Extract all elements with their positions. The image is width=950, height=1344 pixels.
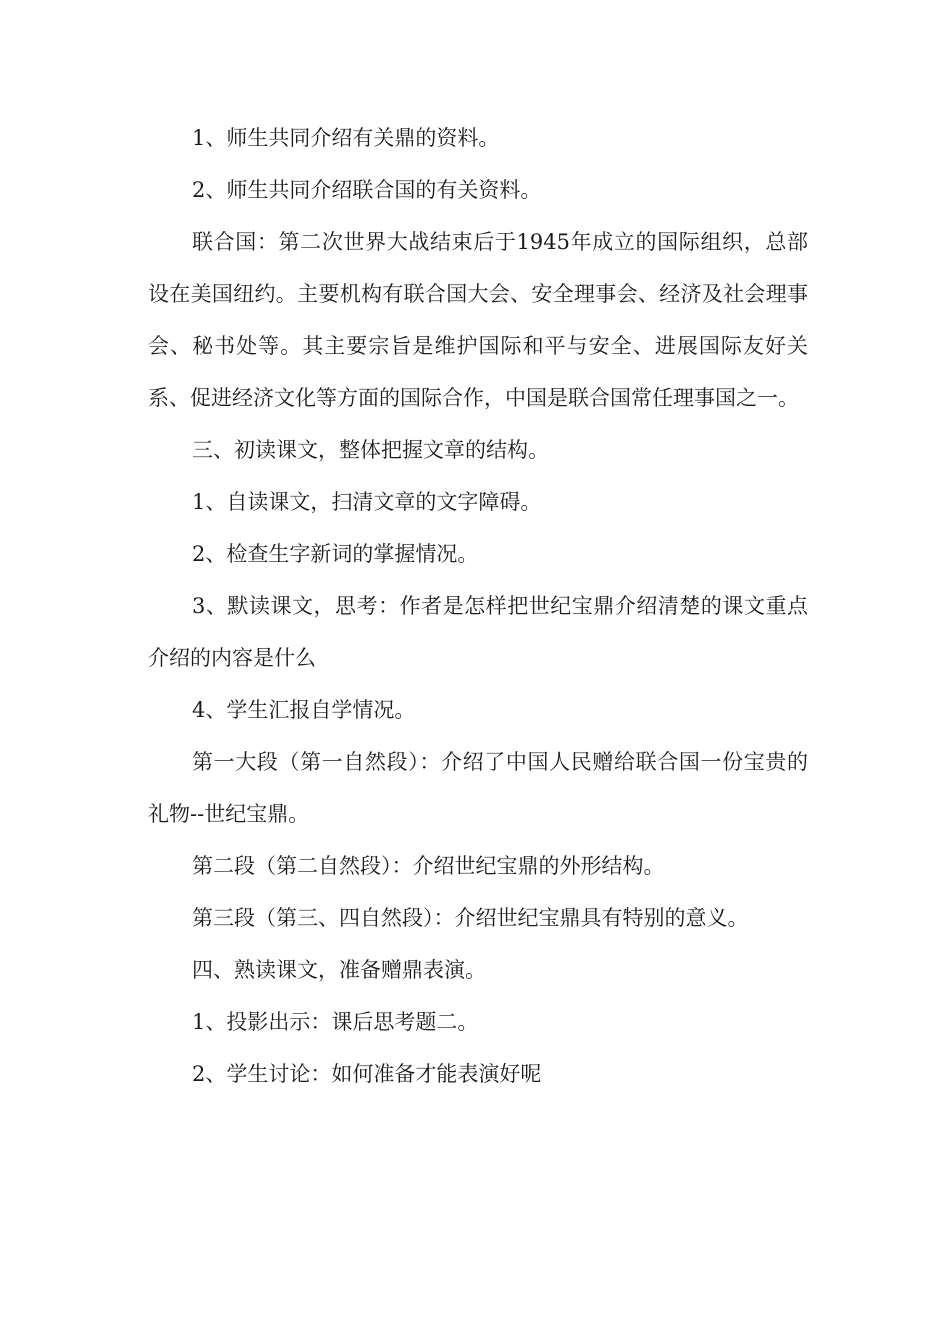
paragraph-3: 联合国：第二次世界大战结束后于1945年成立的国际组织，总部设在美国纽约。主要机构有联合国大会、安全理事会、经济及社会理事会、秘书处等。其主要宗旨是维护国际和平与安全、进展国际友好关系、促进经济文化等方面的国际合作，中国是联合国常任理事国之一。 [148, 230, 808, 410]
paragraph-2: 2、师生共同介绍联合国的有关资料。 [192, 178, 542, 202]
paragraph-7: 3、默读课文，思考：作者是怎样把世纪宝鼎介绍清楚的课文重点介绍的内容是什么 [148, 594, 808, 670]
paragraph-1: 1、师生共同介绍有关鼎的资料。 [192, 126, 500, 150]
paragraph-5: 1、自读课文，扫清文章的文字障碍。 [192, 490, 542, 514]
paragraph-9: 第一大段（第一自然段）：介绍了中国人民赠给联合国一份宝贵的礼物--世纪宝鼎。 [148, 750, 808, 826]
paragraph-11: 第三段（第三、四自然段）：介绍世纪宝鼎具有特别的意义。 [192, 906, 749, 930]
paragraph-6: 2、检查生字新词的掌握情况。 [192, 542, 479, 566]
paragraph-14: 2、学生讨论：如何准备才能表演好呢 [192, 1062, 542, 1086]
document-body [148, 112, 808, 1100]
paragraph-8: 4、学生汇报自学情况。 [192, 698, 416, 722]
paragraph-4: 三、初读课文，整体把握文章的结构。 [192, 438, 549, 462]
paragraph-13: 1、投影出示：课后思考题二。 [192, 1010, 479, 1034]
paragraph-12: 四、熟读课文，准备赠鼎表演。 [192, 958, 486, 982]
paragraph-10: 第二段（第二自然段）：介绍世纪宝鼎的外形结构。 [192, 854, 665, 878]
